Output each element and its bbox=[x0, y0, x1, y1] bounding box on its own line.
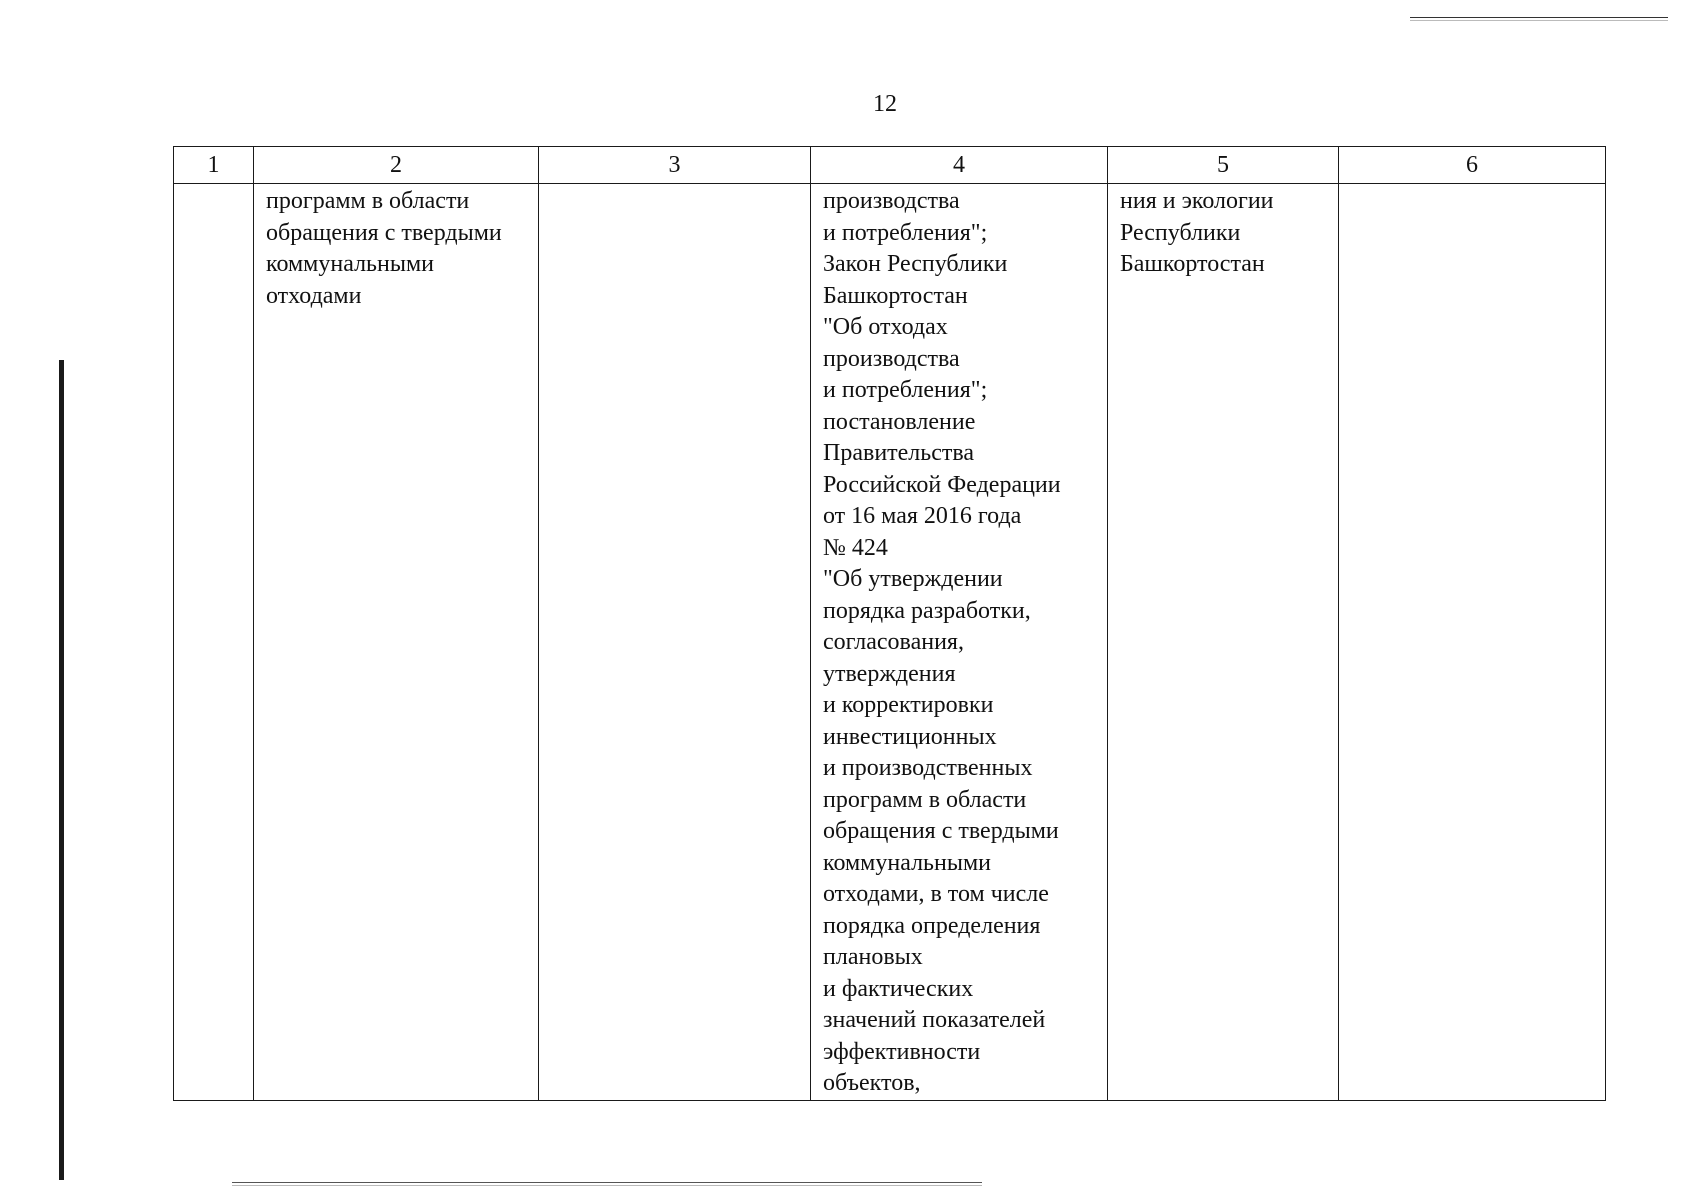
header-col-1: 1 bbox=[174, 147, 254, 184]
cell-text-line: порядка разработки, bbox=[823, 597, 1031, 624]
cell-text-line: отходами bbox=[266, 282, 362, 309]
cell-text-line: и потребления"; bbox=[823, 219, 988, 246]
cell-text-line: Российской Федерации bbox=[823, 471, 1061, 498]
cell-text-line: и фактических bbox=[823, 975, 974, 1002]
cell-text-line: эффективности bbox=[823, 1038, 981, 1065]
cell-col-1 bbox=[174, 184, 254, 1101]
cell-text-line: "Об отходах bbox=[823, 314, 948, 340]
cell-text-line: согласования, bbox=[823, 629, 964, 655]
cell-text-line: обращения с твердыми bbox=[823, 818, 1059, 844]
cell-text-line: и потребления"; bbox=[823, 377, 988, 403]
cell-col-5 bbox=[1108, 184, 1339, 1101]
cell-text-line: ния и экологии bbox=[1120, 188, 1274, 214]
cell-col-4 bbox=[811, 184, 1108, 1101]
cell-text-line: программ в области bbox=[266, 188, 470, 214]
cell-text-line: Башкортостан bbox=[823, 282, 968, 309]
cell-text-line: инвестиционных bbox=[823, 723, 997, 750]
cell-col-3 bbox=[539, 184, 811, 1101]
header-col-4: 4 bbox=[811, 147, 1108, 184]
cell-text-line: № 424 bbox=[823, 534, 888, 561]
cell-text-line: Башкортостан bbox=[1120, 251, 1265, 277]
cell-text-line: порядка определения bbox=[823, 912, 1041, 939]
cell-text-line: Республики bbox=[1120, 219, 1241, 246]
scan-edge-bar bbox=[59, 360, 64, 1180]
top-scan-rule-faint bbox=[1410, 20, 1668, 21]
cell-text-line: обращения с твердыми bbox=[266, 219, 502, 246]
cell-text-line: Правительства bbox=[823, 440, 975, 466]
cell-text-line: "Об утверждении bbox=[823, 566, 1003, 592]
bottom-scan-rule bbox=[232, 1182, 982, 1183]
cell-text-line: отходами, в том числе bbox=[823, 881, 1049, 907]
cell-col-2 bbox=[254, 184, 539, 1101]
bottom-scan-rule-faint bbox=[232, 1185, 982, 1186]
page-number: 12 bbox=[873, 91, 897, 117]
cell-text-line: Закон Республики bbox=[823, 251, 1008, 277]
table-row bbox=[174, 184, 1606, 1101]
header-col-3: 3 bbox=[539, 147, 811, 184]
cell-text-line: и производственных bbox=[823, 755, 1033, 781]
cell-text-line: постановление bbox=[823, 408, 976, 435]
document-table bbox=[173, 146, 1606, 1101]
cell-text-line: программ в области bbox=[823, 786, 1027, 813]
cell-text-line: утверждения bbox=[823, 660, 956, 687]
cell-text-line: от 16 мая 2016 года bbox=[823, 503, 1022, 529]
table-header-row bbox=[174, 147, 1606, 184]
cell-text-line: значений показателей bbox=[823, 1007, 1046, 1033]
header-col-5: 5 bbox=[1108, 147, 1339, 184]
header-col-6: 6 bbox=[1339, 147, 1606, 184]
cell-text-line: производства bbox=[823, 345, 960, 372]
cell-text-line: и корректировки bbox=[823, 692, 994, 718]
cell-text-line: коммунальными bbox=[266, 251, 434, 277]
cell-text-line: объектов, bbox=[823, 1070, 921, 1096]
top-scan-rule bbox=[1410, 17, 1668, 18]
cell-text-line: плановых bbox=[823, 944, 923, 970]
header-col-2: 2 bbox=[254, 147, 539, 184]
cell-col-6 bbox=[1339, 184, 1606, 1101]
cell-text-line: коммунальными bbox=[823, 849, 991, 876]
cell-text-line: производства bbox=[823, 188, 960, 214]
